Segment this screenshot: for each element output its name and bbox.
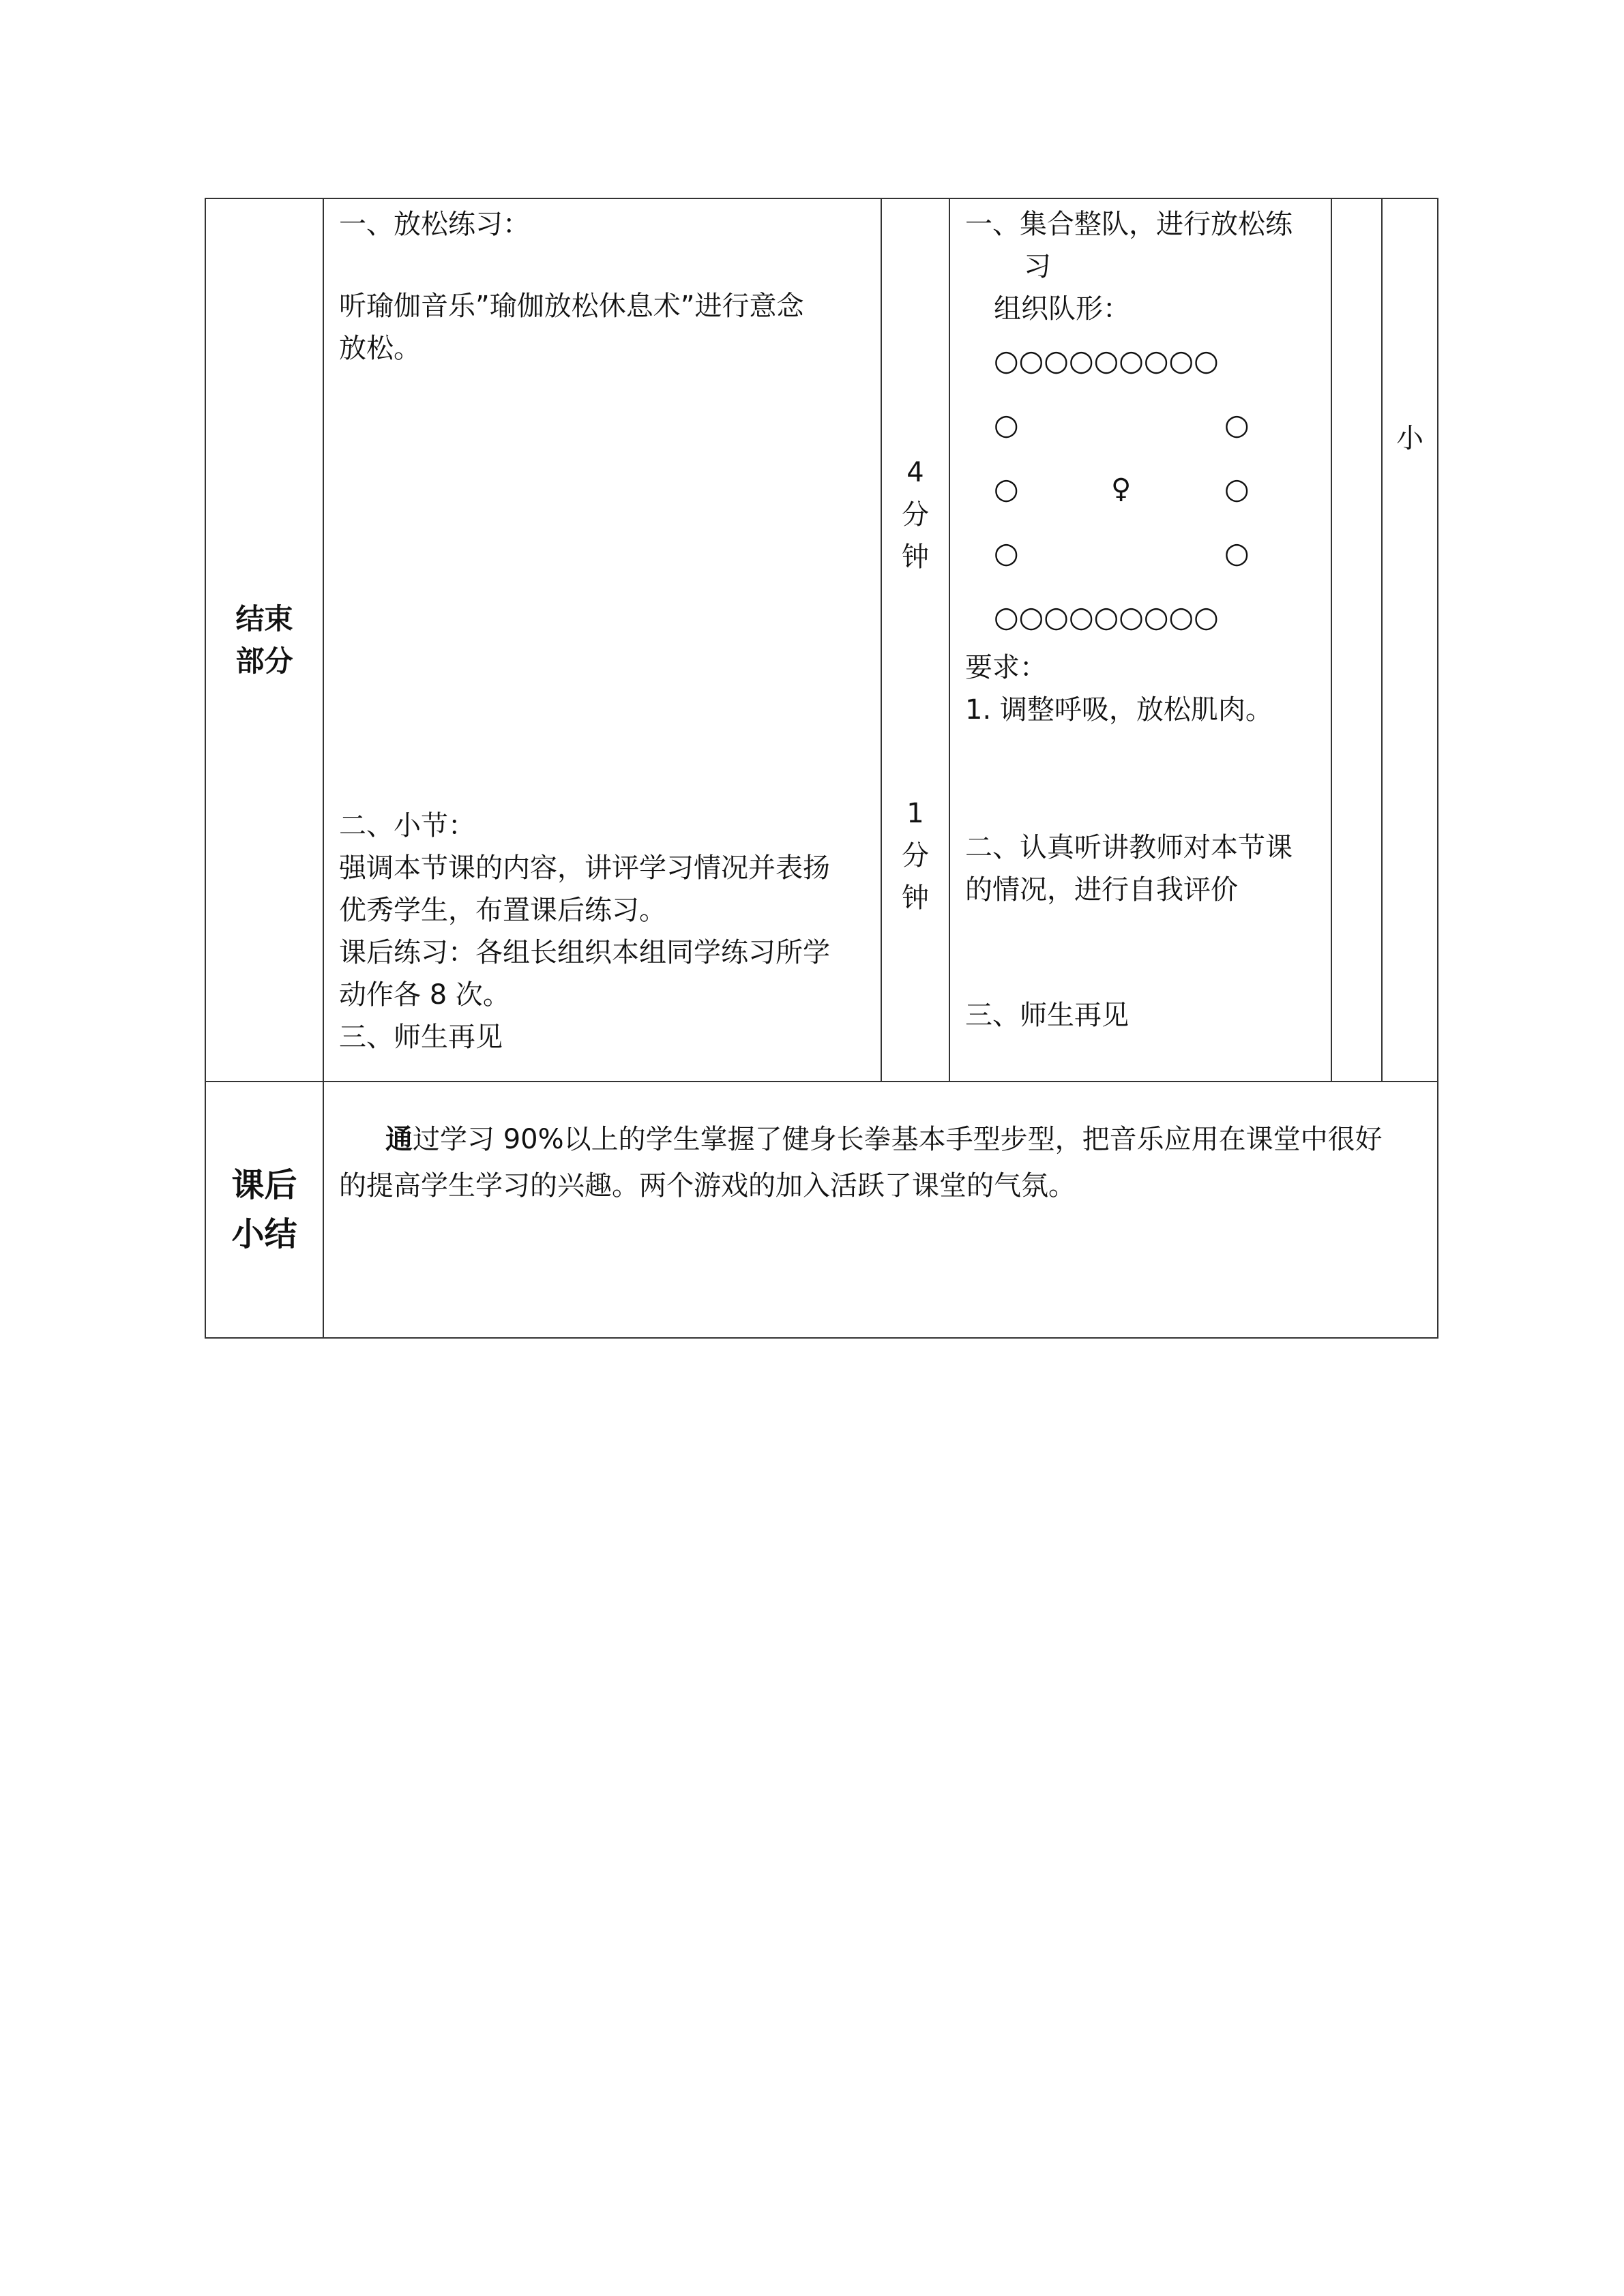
after-class-first-char: 通	[385, 1124, 413, 1155]
org-step2-line1: 二、认真听讲教师对本节课	[965, 832, 1293, 863]
organization-cell	[949, 198, 1331, 1082]
intensity-text: 小	[1396, 423, 1423, 454]
formation-left-2: ○	[994, 472, 1019, 505]
after-class-line-1: 过学习 90%以上的学生掌握了健身长拳基本手型步型，把音乐应用在课堂中很好	[413, 1124, 1383, 1155]
relax-desc-2: 放松。	[339, 333, 421, 364]
content-cell	[323, 198, 881, 1082]
after-class-content	[323, 1082, 1438, 1338]
summary-line-2: 优秀学生，布置课后练习。	[339, 895, 666, 926]
relax-title: 一、放松练习：	[339, 209, 530, 240]
summary-line-1: 强调本节课的内容，讲评学习情况并表扬	[339, 852, 830, 884]
lesson-plan-table	[205, 198, 1438, 1339]
time1-unit-2: 钟	[902, 541, 929, 573]
after-class-row	[205, 1082, 1438, 1338]
formation-left-1: ○	[994, 408, 1019, 441]
after-class-line-2: 的提高学生学习的兴趣。两个游戏的加入活跃了课堂的气氛。	[339, 1170, 1076, 1202]
org-step2-line2: 的情况，进行自我评价	[965, 874, 1238, 906]
relax-desc-1: 听瑜伽音乐”瑜伽放松休息术”进行意念	[339, 290, 804, 322]
requirement-label: 要求：	[965, 652, 1047, 683]
farewell-text: 三、师生再见	[339, 1022, 503, 1053]
org-step1-line2: 习	[1024, 251, 1051, 282]
after-class-text	[324, 1082, 1437, 1209]
intensity-cell	[1382, 198, 1438, 1082]
summary-title: 二、小节：	[339, 810, 475, 841]
homework-line-2: 动作各 8 次。	[339, 979, 510, 1011]
formation-right-2: ○	[1224, 472, 1250, 505]
time2-unit-2: 钟	[902, 882, 929, 914]
time2-unit-1: 分	[902, 840, 929, 871]
teacher-icon: ♀	[1111, 473, 1132, 505]
formation-label: 组织队形：	[994, 293, 1130, 325]
after-class-label: 课后 小结	[205, 1082, 323, 1338]
formation-row-top: ○○○○○○○○○	[994, 344, 1219, 377]
org-step3: 三、师生再见	[965, 1000, 1129, 1031]
formation-right-1: ○	[1224, 408, 1250, 441]
time2-number: 1	[906, 798, 924, 829]
requirement-1: 1. 调整呼吸，放松肌肉。	[965, 694, 1273, 726]
time1-number: 4	[906, 457, 924, 488]
formation-left-3: ○	[994, 536, 1019, 569]
homework-line-1: 课后练习：各组长组织本组同学练习所学	[339, 937, 830, 968]
formation-row-bottom: ○○○○○○○○○	[994, 600, 1219, 633]
end-section-label: 结束 部分	[205, 198, 323, 1082]
org-step1-line1: 一、集合整队，进行放松练	[965, 209, 1293, 240]
formation-right-3: ○	[1224, 536, 1250, 569]
time1-unit-1: 分	[902, 499, 929, 531]
end-section-row	[205, 198, 1438, 1082]
blank-cell	[1331, 198, 1382, 1082]
time-cell	[881, 198, 949, 1082]
